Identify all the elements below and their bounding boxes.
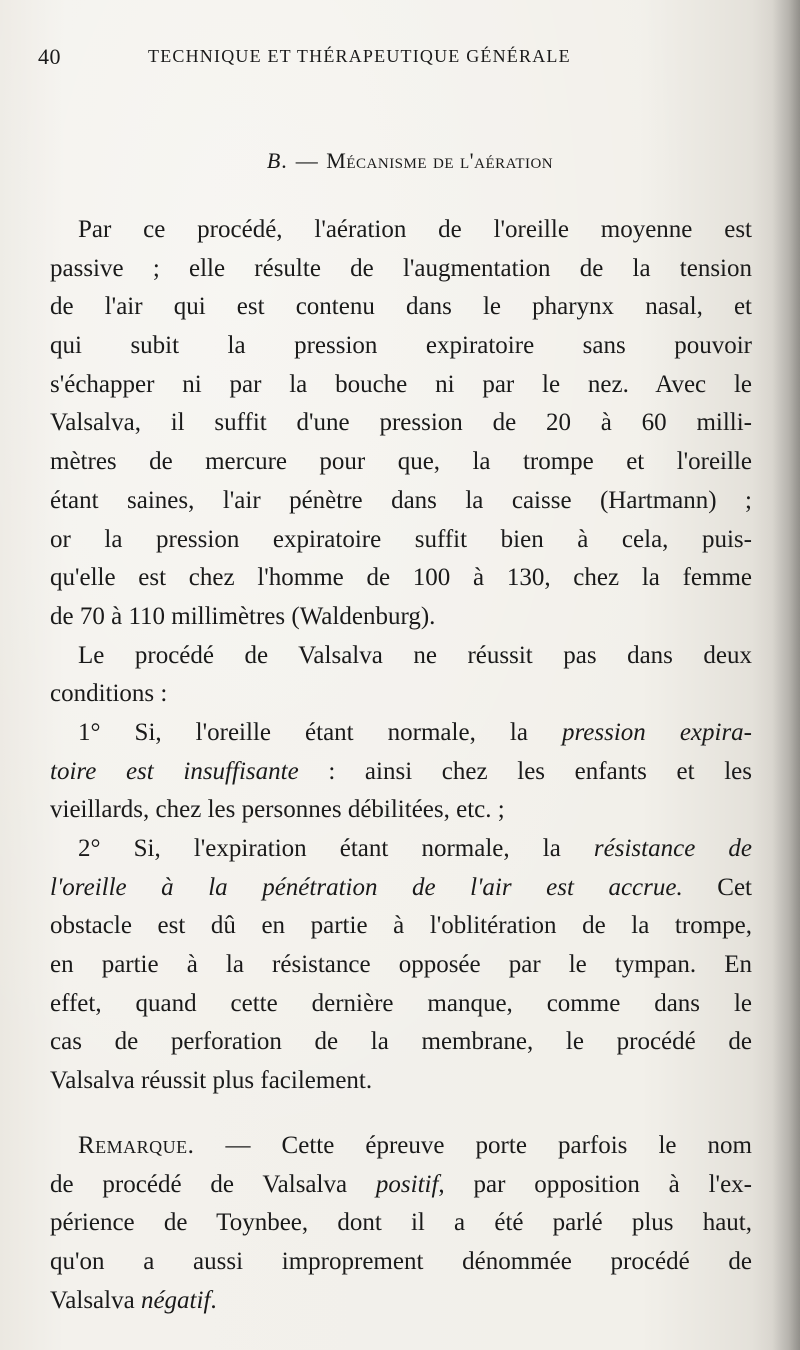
- point-1-line-3: vieillards, chez les personnes débilitées, etc. ;: [50, 796, 505, 824]
- section-title: Mécanisme de l'aération: [326, 148, 554, 173]
- page-number: 40: [38, 44, 61, 69]
- page-edge-shadow: [772, 0, 800, 1350]
- remark-line-1: Remarque. — Cette épreuve porte parfois le nom: [78, 1132, 752, 1159]
- text-line: étant saines, l'air pénètre dans la caisse (Hartmann) ;: [50, 486, 752, 514]
- point-2-line-2: l'oreille à la pénétration de l'air est accrue. Cet: [50, 873, 752, 901]
- point-1-line-1: 1° Si, l'oreille étant normale, la pression expira-: [78, 718, 753, 746]
- text-line: Le procédé de Valsalva ne réussit pas dans deux: [78, 641, 752, 669]
- point-2-line-3: obstacle est dû en partie à l'oblitération de la trompe,: [50, 912, 752, 940]
- running-head: [38, 44, 758, 74]
- text-line: Valsalva, il suffit d'une pression de 20 à 60 milli-: [50, 409, 752, 437]
- point-2-line-4: en partie à la résistance opposée par le tympan. En: [50, 951, 752, 979]
- text-line: de l'air qui est contenu dans le pharynx nasal, et: [50, 293, 752, 321]
- point-2-line-7: Valsalva réussit plus facilement.: [50, 1067, 373, 1095]
- running-title: TECHNIQUE ET THÉRAPEUTIQUE GÉNÉRALE: [148, 46, 571, 66]
- remark-text: [50, 1127, 752, 1320]
- text-line: conditions :: [50, 680, 168, 708]
- remark-line-4: qu'on a aussi improprement dénommée procédé de: [50, 1248, 752, 1276]
- body-text: [50, 211, 752, 1101]
- text-line: Par ce procédé, l'aération de l'oreille moyenne est: [78, 216, 752, 243]
- point-2-line-6: cas de perforation de la membrane, le procédé de: [50, 1028, 752, 1056]
- text-line: passive ; elle résulte de l'augmentation de la tension: [50, 254, 752, 282]
- section-letter: B.: [266, 148, 289, 173]
- text-line: or la pression expiratoire suffit bien à cela, puis-: [50, 525, 752, 553]
- text-line: de 70 à 110 millimètres (Waldenburg).: [50, 602, 436, 630]
- section-heading: [0, 148, 800, 174]
- text-line: qu'elle est chez l'homme de 100 à 130, chez la femme: [50, 564, 752, 592]
- text-line: mètres de mercure pour que, la trompe et l'oreille: [50, 448, 752, 476]
- text-line: qui subit la pression expiratoire sans pouvoir: [50, 332, 752, 360]
- remark-line-3: périence de Toynbee, dont il a été parlé plus haut,: [50, 1209, 752, 1237]
- point-2-line-5: effet, quand cette dernière manque, comme dans le: [50, 989, 752, 1017]
- remark-label: Remarque.: [78, 1132, 195, 1159]
- point-2-line-1: 2° Si, l'expiration étant normale, la résistance de: [78, 835, 753, 862]
- point-1-line-2: toire est insuffisante : ainsi chez les enfants et les: [50, 757, 753, 785]
- text-line: s'échapper ni par la bouche ni par le nez. Avec le: [50, 370, 752, 398]
- remark-line-2: de procédé de Valsalva positif, par opposition à l'ex-: [50, 1170, 752, 1198]
- remark-line-5: Valsalva négatif.: [50, 1286, 217, 1314]
- section-dash: —: [295, 148, 320, 173]
